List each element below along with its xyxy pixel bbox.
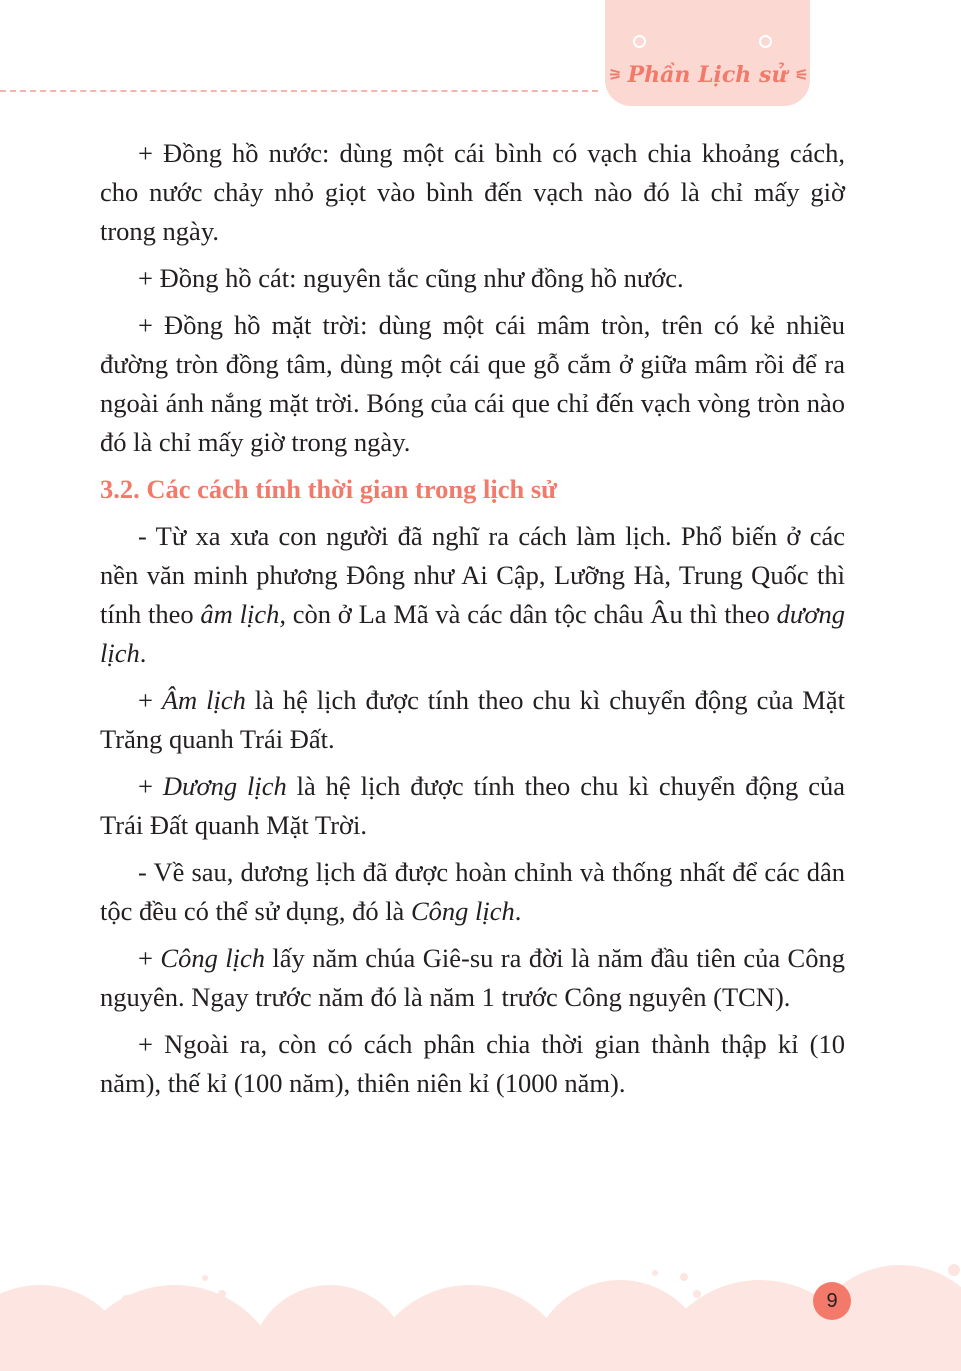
italic-term: Dương lịch xyxy=(162,771,287,801)
paragraph-lunar-calendar xyxy=(100,681,845,759)
paragraph-time-units: + Ngoài ra, còn có cách phân chia thời gian thành thập kỉ (10 năm), thế kỉ (100 năm), thiên niên kỉ (1000 năm). xyxy=(100,1029,845,1098)
paragraph-common-calendar xyxy=(100,853,845,931)
text-run: + xyxy=(138,943,161,973)
paragraph-sand-clock: + Đồng hồ cát: nguyên tắc cũng như đồng hồ nước. xyxy=(138,263,684,293)
sparkle-left-icon: ⚞ xyxy=(608,66,620,84)
section-tab xyxy=(605,0,810,106)
text-run: còn ở La Mã và các dân tộc châu Âu thì theo xyxy=(285,599,777,629)
tab-hole-right-icon xyxy=(759,35,772,48)
text-run: - Về sau, dương lịch đã được hoàn chỉnh và thống nhất để các dân tộc đều có thể sử dụng, đó là xyxy=(100,857,845,926)
italic-term: Công lịch xyxy=(410,896,515,926)
text-run: + xyxy=(138,685,162,715)
section-label: Phần Lịch sử xyxy=(627,62,788,88)
text-run: là hệ lịch được tính theo chu kì chuyển động của Trái Đất quanh Mặt Trời. xyxy=(100,771,845,840)
italic-term: Công lịch xyxy=(160,943,265,973)
italic-term: dương lịch xyxy=(100,599,846,668)
section-heading: 3.2. Các cách tính thời gian trong lịch sử xyxy=(100,474,558,504)
footer-cloud-decoration xyxy=(0,1190,961,1371)
paragraph-calendar-origin xyxy=(100,517,845,673)
text-run: lấy năm chúa Giê-su ra đời là năm đầu tiên của Công nguyên. Ngay trước năm đó là năm 1 trước Công nguyên (TCN). xyxy=(100,943,845,1012)
text-run: + xyxy=(138,771,163,801)
italic-term: Âm lịch xyxy=(161,685,246,715)
header-dashed-divider xyxy=(0,90,598,92)
tab-hole-left-icon xyxy=(633,35,646,48)
text-run: . xyxy=(139,638,147,668)
text-run: . xyxy=(514,896,522,926)
page-number-badge: 9 xyxy=(813,1282,851,1320)
page-body xyxy=(100,134,845,1111)
italic-term: âm lịch, xyxy=(200,599,286,629)
text-run: là hệ lịch được tính theo chu kì chuyển động của Mặt Trăng quanh Trái Đất. xyxy=(100,685,845,754)
paragraph-water-clock: + Đồng hồ nước: dùng một cái bình có vạch chia khoảng cách, cho nước chảy nhỏ giọt vào bình đến vạch nào đó là chỉ mấy giờ trong ngày. xyxy=(100,138,845,246)
paragraph-solar-calendar xyxy=(100,767,845,845)
text-run: - Từ xa xưa con người đã nghĩ ra cách làm lịch. Phổ biến ở các nền văn minh phương Đông như Ai Cập, Lưỡng Hà, Trung Quốc thì tính theo xyxy=(100,521,845,629)
paragraph-common-era xyxy=(100,939,845,1017)
sparkle-right-icon: ⚟ xyxy=(795,66,807,84)
paragraph-sundial: + Đồng hồ mặt trời: dùng một cái mâm tròn, trên có kẻ nhiều đường tròn đồng tâm, dùng một cái que gỗ cắm ở giữa mâm rồi để ra ngoài ánh nắng mặt trời. Bóng của cái que chỉ đến vạch vòng tròn nào đó là chỉ mấy giờ trong ngày. xyxy=(100,310,845,457)
section-label-row xyxy=(605,62,810,88)
